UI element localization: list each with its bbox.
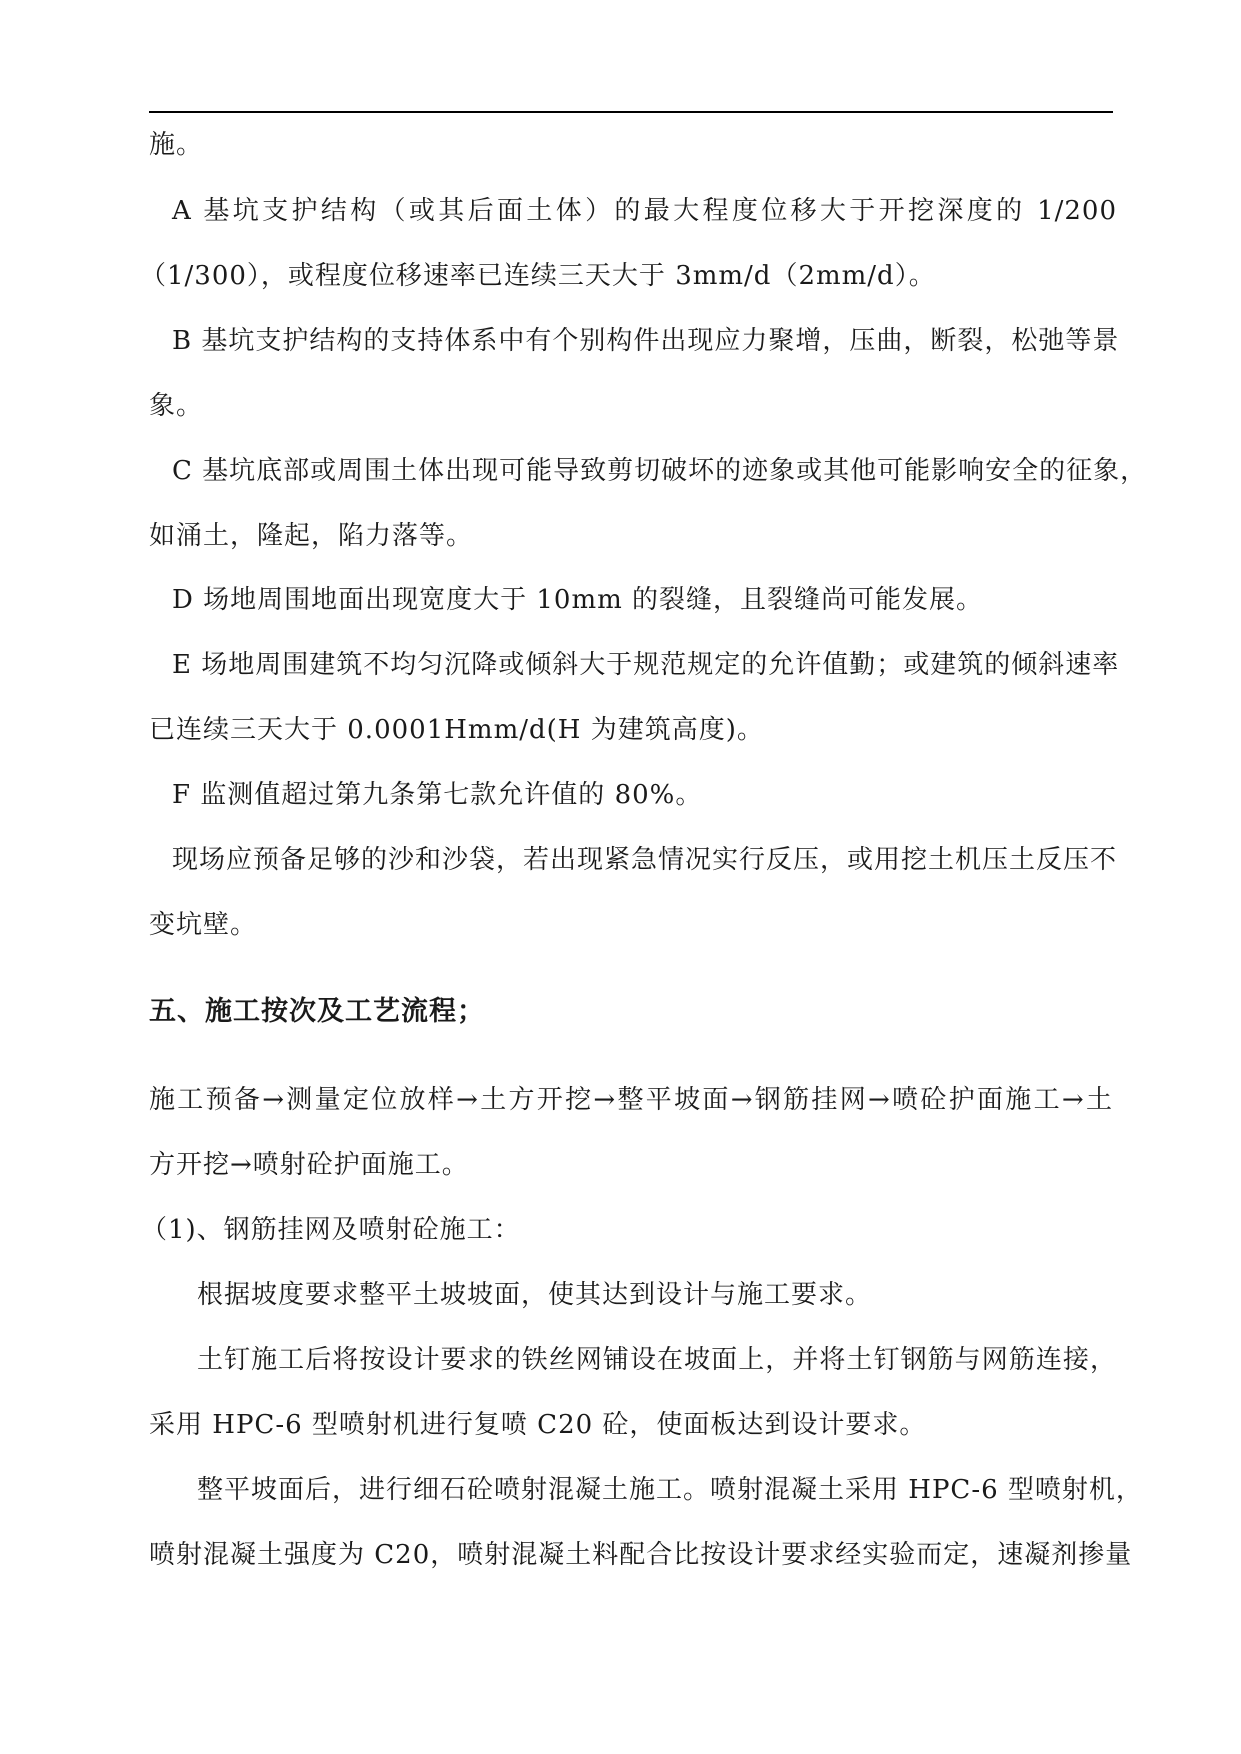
header-rule: [149, 111, 1113, 113]
paragraph-line: 土钉施工后将按设计要求的铁丝网铺设在坡面上，并将土钉钢筋与网筋连接，: [197, 1345, 1117, 1375]
subsection-heading: （1)、钢筋挂网及喷射砼施工：: [141, 1215, 521, 1245]
section-heading: 五、施工按次及工艺流程；: [149, 996, 485, 1027]
paragraph-line: 根据坡度要求整平土坡坡面，使其达到设计与施工要求。: [197, 1280, 873, 1310]
paragraph-line: 施工预备→测量定位放样→土方开挖→整平坡面→钢筋挂网→喷砼护面施工→土: [149, 1085, 1113, 1115]
paragraph-line: A 基坑支护结构（或其后面土体）的最大程度位移大于开挖深度的 1/200: [172, 196, 1117, 226]
paragraph-line: B 基坑支护结构的支持体系中有个别构件出现应力聚增，压曲，断裂，松弛等景: [172, 326, 1120, 356]
paragraph-line: 施。: [149, 130, 204, 160]
paragraph-line: E 场地周围建筑不均匀沉降或倾斜大于规范规定的允许值勤；或建筑的倾斜速率: [172, 650, 1120, 680]
paragraph-line: 现场应预备足够的沙和沙袋，若出现紧急情况实行反压，或用挖土机压土反压不: [172, 845, 1118, 875]
paragraph-line: 已连续三天大于 0.0001Hmm/d(H 为建筑高度)。: [149, 715, 764, 745]
paragraph-line: C 基坑底部或周围土体出现可能导致剪切破坏的迹象或其他可能影响安全的征象，: [172, 456, 1148, 486]
paragraph-line: 变坑壁。: [149, 910, 258, 940]
paragraph-line: 采用 HPC-6 型喷射机进行复喷 C20 砼，使面板达到设计要求。: [149, 1410, 927, 1440]
paragraph-line: 整平坡面后，进行细石砼喷射混凝土施工。喷射混凝土采用 HPC-6 型喷射机，: [197, 1475, 1143, 1505]
paragraph-line: 喷射混凝土强度为 C20，喷射混凝土料配合比按设计要求经实验而定，速凝剂掺量: [149, 1540, 1133, 1570]
paragraph-line: 如涌土，隆起，陷力落等。: [149, 521, 474, 551]
paragraph-line: 象。: [149, 391, 204, 421]
paragraph-line: D 场地周围地面出现宽度大于 10mm 的裂缝，且裂缝尚可能发展。: [172, 585, 984, 615]
paragraph-line: 方开挖→喷射砼护面施工。: [149, 1150, 469, 1180]
paragraph-line: （1/300），或程度位移速率已连续三天大于 3mm/d（2mm/d）。: [140, 261, 936, 291]
paragraph-line: F 监测值超过第九条第七款允许值的 80%。: [172, 780, 703, 810]
